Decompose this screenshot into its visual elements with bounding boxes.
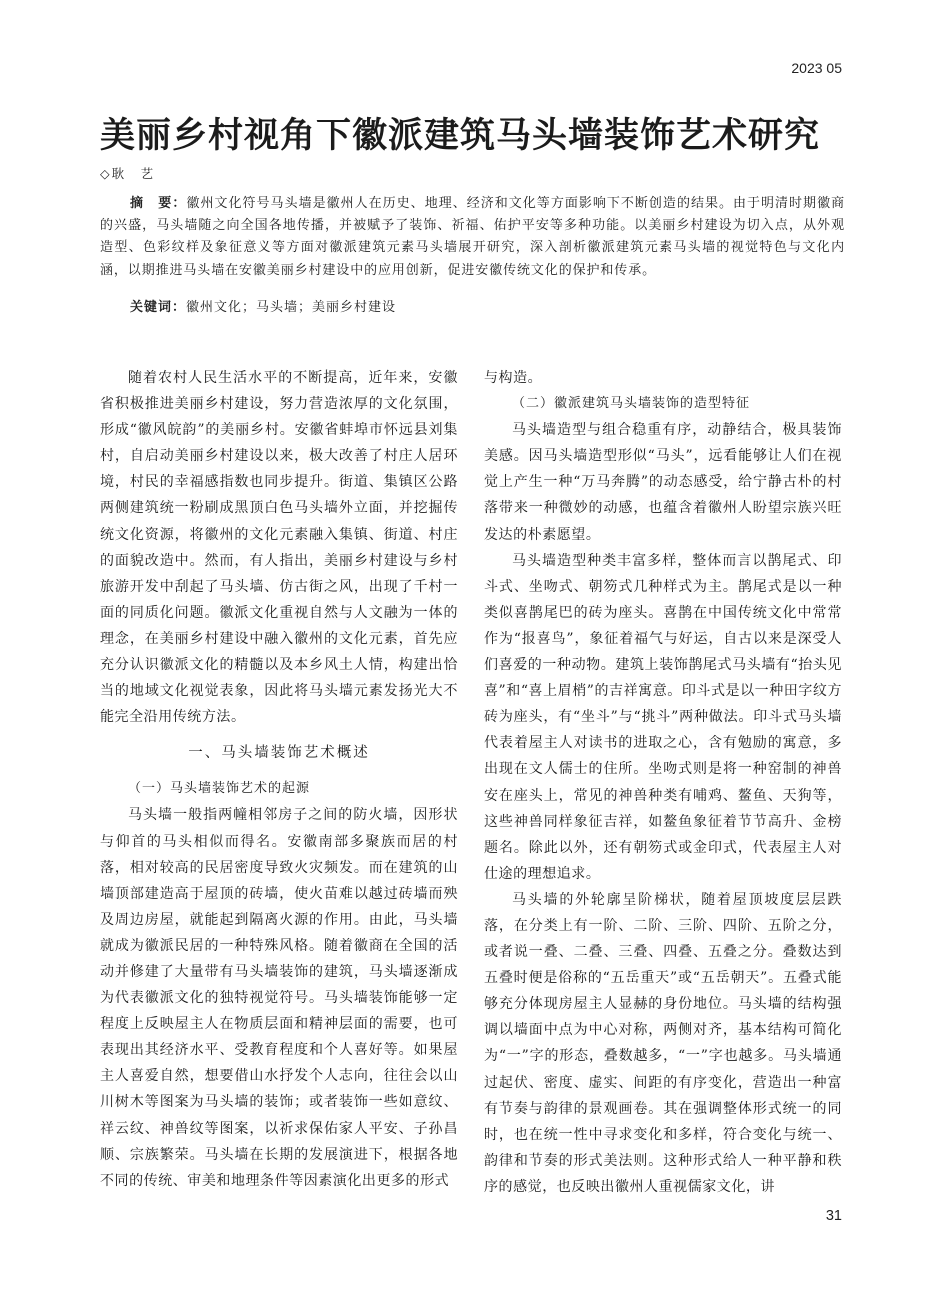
- body-paragraph: 马头墙一般指两幢相邻房子之间的防火墙，因形状与仰首的马头相似而得名。安徽南部多聚族而居的村落，相对较高的民居密度导致火灾频发。而在建筑的山墙顶部建造高于屋顶的砖墙，使火苗难以越过砖墙而殃及周边房屋，就能起到隔离火源的作用。由此，马头墙就成为徽派民居的一种特殊风格。随着徽商在全国的活动并修建了大量带有马头墙装饰的建筑，马头墙逐渐成为代表徽派文化的独特视觉符号。马头墙装饰能够一定程度上反映屋主人在物质层面和精神层面的需要，也可表现出其经济水平、受教育程度和个人喜好等。如果屋主人喜爱自然，想要借山水抒发个人志向，往往会以山川树木等图案为马头墙的装饰；或者装饰一些如意纹、祥云纹、神兽纹等图案，以祈求保佑家人平安、子孙昌顺、宗族繁荣。马头墙在长期的发展演进下，根据各地不同的传统、审美和地理条件等因素演化出更多的形式: [100, 807, 458, 1189]
- issue-number: 2023 05: [791, 60, 842, 76]
- keywords-text: 徽州文化；马头墙；美丽乡村建设: [186, 300, 397, 315]
- subsection-heading: （一）马头墙装饰艺术的起源: [128, 781, 311, 797]
- body-column-right: [484, 365, 842, 1200]
- abstract-text: 徽州文化符号马头墙是徽州人在历史、地理、经济和文化等方面影响下不断创造的结果。由于明清时期徽商的兴盛，马头墙随之向全国各地传播，并被赋予了装饰、祈福、佑护平安等多种功能。以美丽乡村建设为切入点，从外观造型、色彩纹样及象征意义等方面对徽派建筑元素马头墙展开研究，深入剖析徽派建筑元素马头墙的视觉特色与文化内涵，以期推进马头墙在安徽美丽乡村建设中的应用创新，促进安徽传统文化的保护和传承。: [100, 196, 845, 278]
- abstract-label: 摘 要：: [130, 196, 187, 211]
- subsection-heading: （二）徽派建筑马头墙装饰的造型特征: [512, 396, 751, 412]
- author-byline: ◇耿 艺: [100, 166, 156, 181]
- intro-paragraph: 随着农村人民生活水平的不断提高，近年来，安徽省积极推进美丽乡村建设，努力营造浓厚的文化氛围，形成“徽风皖韵”的美丽乡村。安徽省蚌埠市怀远县刘集村，自启动美丽乡村建设以来，极大改善了村庄人居环境，村民的幸福感指数也同步提升。街道、集镇区公路两侧建筑统一粉刷成黑顶白色马头墙外立面，并挖掘传统文化资源，将徽州的文化元素融入集镇、街道、村庄的面貌改造中。然而，有人指出，美丽乡村建设与乡村旅游开发中刮起了马头墙、仿古街之风，出现了千村一面的同质化问题。徽派文化重视自然与人文融为一体的理念，在美丽乡村建设中融入徽州的文化元素，首先应充分认识徽派文化的精髓以及本乡风土人情，构建出恰当的地域文化视觉表象，因此将马头墙元素发扬光大不能完全沿用传统方法。: [100, 370, 458, 726]
- body-paragraph: 马头墙造型种类丰富多样，整体而言以鹊尾式、印斗式、坐吻式、朝笏式几种样式为主。鹊尾式是以一种类似喜鹊尾巴的砖为座头。喜鹊在中国传统文化中常常作为“报喜鸟”，象征着福气与好运，自古以来是深受人们喜爱的一种动物。建筑上装饰鹊尾式马头墙有“抬头见喜”和“喜上眉梢”的吉祥寓意。印斗式是以一种田字纹方砖为座头，有“坐斗”与“挑斗”两种做法。印斗式马头墙代表着屋主人对读书的进取之心，含有勉励的寓意，多出现在文人儒士的住所。坐吻式则是将一种窑制的神兽安在座头上，常见的神兽种类有哺鸡、鳌鱼、天狗等，这些神兽同样象征吉祥，如鳌鱼象征着节节高升、金榜题名。除此以外，还有朝笏式或金印式，代表屋主人对仕途的理想追求。: [484, 552, 842, 882]
- body-paragraph: 马头墙的外轮廓呈阶梯状，随着屋顶坡度层层跌落，在分类上有一阶、二阶、三阶、四阶、五阶之分，或者说一叠、二叠、三叠、四叠、五叠之分。叠数达到五叠时便是俗称的“五岳重天”或“五岳朝天”。五叠式能够充分体现房屋主人显赫的身份地位。马头墙的结构强调以墙面中点为中心对称，两侧对齐，基本结构可简化为“一”字的形态，叠数越多，“一”字也越多。马头墙通过起伏、密度、虚实、间距的有序变化，营造出一种富有节奏与韵律的景观画卷。其在强调整体形式统一的同时，也在统一性中寻求变化和多样，符合变化与统一、韵律和节奏的形式美法则。这种形式给人一种平静和秩序的感觉，也反映出徽州人重视儒家文化，讲: [484, 891, 842, 1195]
- keywords-label: 关键词：: [130, 300, 187, 315]
- body-column-left: [100, 365, 458, 1194]
- keywords: [130, 296, 396, 315]
- body-paragraph-continued: 与构造。: [484, 370, 543, 386]
- article-title: 美丽乡村视角下徽派建筑马头墙装饰艺术研究: [100, 116, 821, 156]
- section-heading: 一、马头墙装饰艺术概述: [188, 745, 370, 762]
- page-number: 31: [825, 1208, 842, 1224]
- abstract: [100, 193, 845, 282]
- body-paragraph: 马头墙造型与组合稳重有序，动静结合，极具装饰美感。因马头墙造型形似“马头”，远看能够让人们在视觉上产生一种“万马奔腾”的动态感受，给宁静古朴的村落带来一种微妙的动感，也蕴含着徽州人盼望宗族兴旺发达的朴素愿望。: [484, 422, 842, 543]
